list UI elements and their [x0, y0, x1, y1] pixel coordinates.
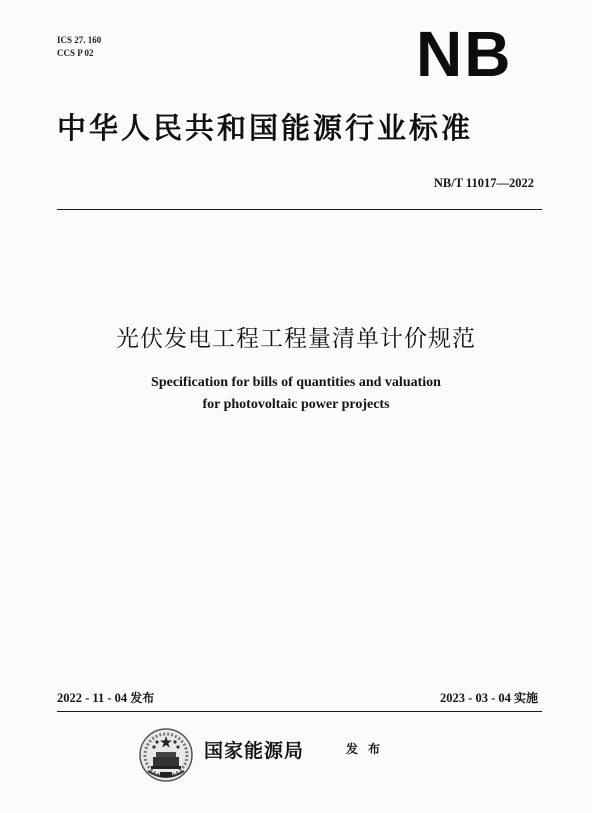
bottom-divider	[57, 711, 542, 712]
national-emblem-icon	[138, 727, 194, 783]
issue-date	[57, 689, 154, 706]
ics-code: ICS 27. 160	[57, 35, 102, 45]
top-divider	[57, 209, 542, 210]
title-english-line-2: for photovoltaic power projects	[202, 397, 390, 412]
standard-number: NB/T 11017—2022	[433, 176, 534, 190]
classification-codes	[57, 34, 101, 60]
effective-date	[440, 689, 538, 706]
nb-logo: NB	[416, 18, 513, 90]
title-english-line-1: Specification for bills of quantities and valuation	[151, 375, 441, 390]
title-chinese: 光伏发电工程工程量清单计价规范	[116, 326, 476, 352]
issuer-name: 国家能源局	[204, 740, 305, 762]
effective-date-label: 实施	[513, 691, 538, 705]
effective-date-value: 2023 - 03 - 04	[440, 691, 511, 705]
issuer-verb: 发布	[346, 742, 391, 756]
org-title: 中华人民共和国能源行业标准	[57, 111, 474, 145]
issue-date-label: 发布	[130, 691, 155, 705]
title-english	[0, 372, 592, 416]
issue-date-value: 2022 - 11 - 04	[57, 691, 128, 705]
ccs-code: CCS P 02	[57, 48, 94, 58]
